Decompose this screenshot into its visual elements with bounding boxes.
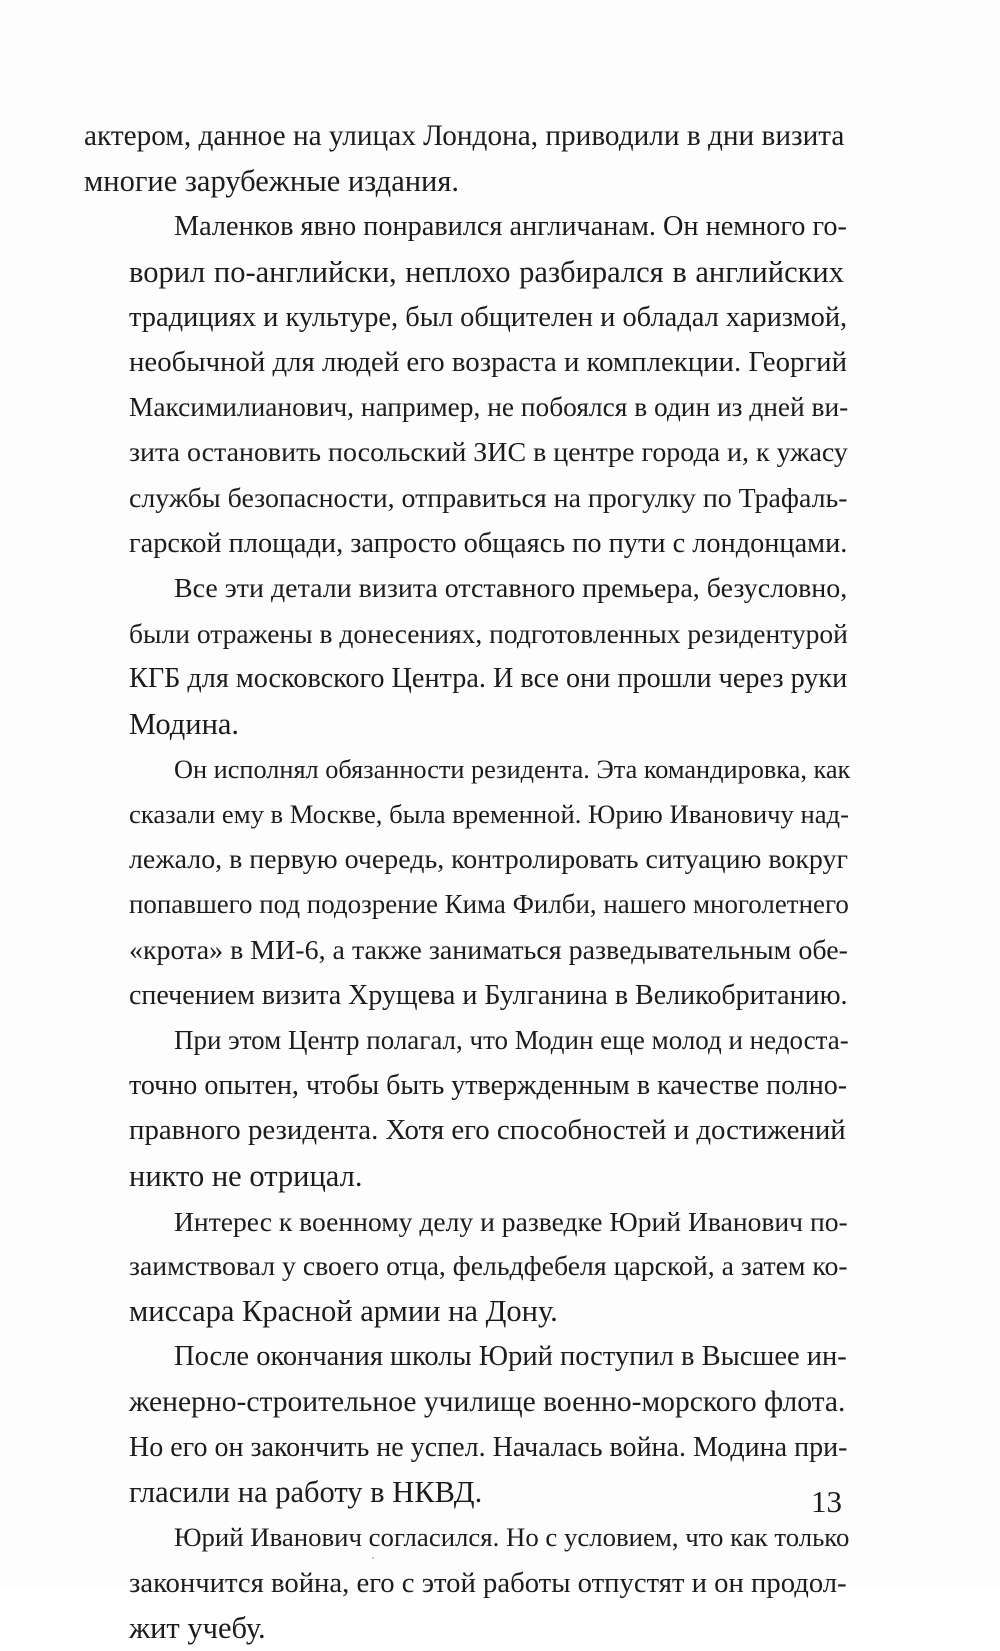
text-line: Модина. <box>129 706 240 741</box>
paragraph <box>84 114 844 204</box>
text-line: точно опытен, чтобы быть утвержденным в качестве полно- <box>129 1070 848 1102</box>
text-line: многие зарубежные издания. <box>84 164 460 199</box>
text-line: были отражены в донесениях, подготовленных резидентурой <box>129 618 848 650</box>
paragraph <box>84 1515 850 1651</box>
text-line: попавшего под подозрение Кима Филби, нашего многолетнего <box>129 889 849 920</box>
paragraph <box>84 566 848 747</box>
text-line: зита остановить посольский ЗИС в центре города и, к ужасу <box>129 437 848 469</box>
text-line: спечением визита Хрущева и Булганина в Великобританию. <box>129 979 848 1011</box>
text-line: миссара Красной армии на Дону. <box>129 1294 558 1329</box>
text-line: закончится война, его с этой работы отпустят и он продол- <box>129 1566 847 1599</box>
text-line: заимствовал у своего отца, фельдфебеля царской, а затем ко- <box>129 1251 848 1283</box>
text-line: необычной для людей его возраста и комплекции. Георгий <box>129 346 848 379</box>
page-number: 13 <box>811 1484 842 1519</box>
text-line: гласили на работу в НКВД. <box>129 1475 483 1510</box>
text-line: жит учебу. <box>129 1610 266 1645</box>
text-line: правного резидента. Хотя его способностей и достижений <box>129 1114 846 1147</box>
paragraph <box>84 1199 848 1335</box>
text-line: Маленков явно понравился англичанам. Он немного го- <box>174 211 847 243</box>
paragraph <box>84 747 851 1018</box>
text-line: Он исполнял обязанности резидента. Эта командировка, как <box>174 754 851 784</box>
text-line: Но его он закончить не успел. Началась война. Модина при- <box>129 1431 848 1463</box>
text-line: КГБ для московского Центра. И все они прошли через руки <box>129 663 848 695</box>
text-line: службы безопасности, отправиться на прогулку по Трафаль- <box>129 482 848 514</box>
paragraph <box>84 204 849 566</box>
text-line: После окончания школы Юрий поступил в Высшее ин- <box>174 1341 847 1373</box>
text-line: традициях и культуре, был общителен и обладал харизмой, <box>129 301 848 333</box>
print-speck <box>372 1557 374 1559</box>
text-line: лежало, в первую очередь, контролировать ситуацию вокруг <box>129 844 848 876</box>
text-line: При этом Центр полагал, что Модин еще молод и недоста- <box>174 1025 849 1056</box>
text-line: Интерес к военному делу и разведке Юрий Иванович по- <box>174 1205 848 1237</box>
text-line: никто не отрицал. <box>129 1158 363 1193</box>
body-text <box>84 114 851 1651</box>
text-line: Максимилианович, например, не побоялся в один из дней ви- <box>129 392 849 423</box>
text-line: сказали ему в Москве, была временной. Юрию Ивановичу над- <box>129 799 849 830</box>
paragraph <box>84 1018 849 1199</box>
text-line: Юрий Иванович согласился. Но с условием, что как только <box>174 1522 850 1553</box>
text-line: женерно-строительное училище военно-морского флота. <box>129 1385 846 1418</box>
paragraph <box>84 1334 848 1515</box>
text-line: гарской площади, запросто общаясь по пути с лондонцами. <box>129 527 848 559</box>
text-line: ворил по-английски, неплохо разбирался в английских <box>129 254 844 289</box>
text-line: «крота» в МИ-6, а также заниматься разведывательным обе- <box>129 934 848 966</box>
text-line: Все эти детали визита отставного премьера, безусловно, <box>174 573 848 605</box>
text-line: актером, данное на улицах Лондона, приводили в дни визита <box>84 120 845 152</box>
